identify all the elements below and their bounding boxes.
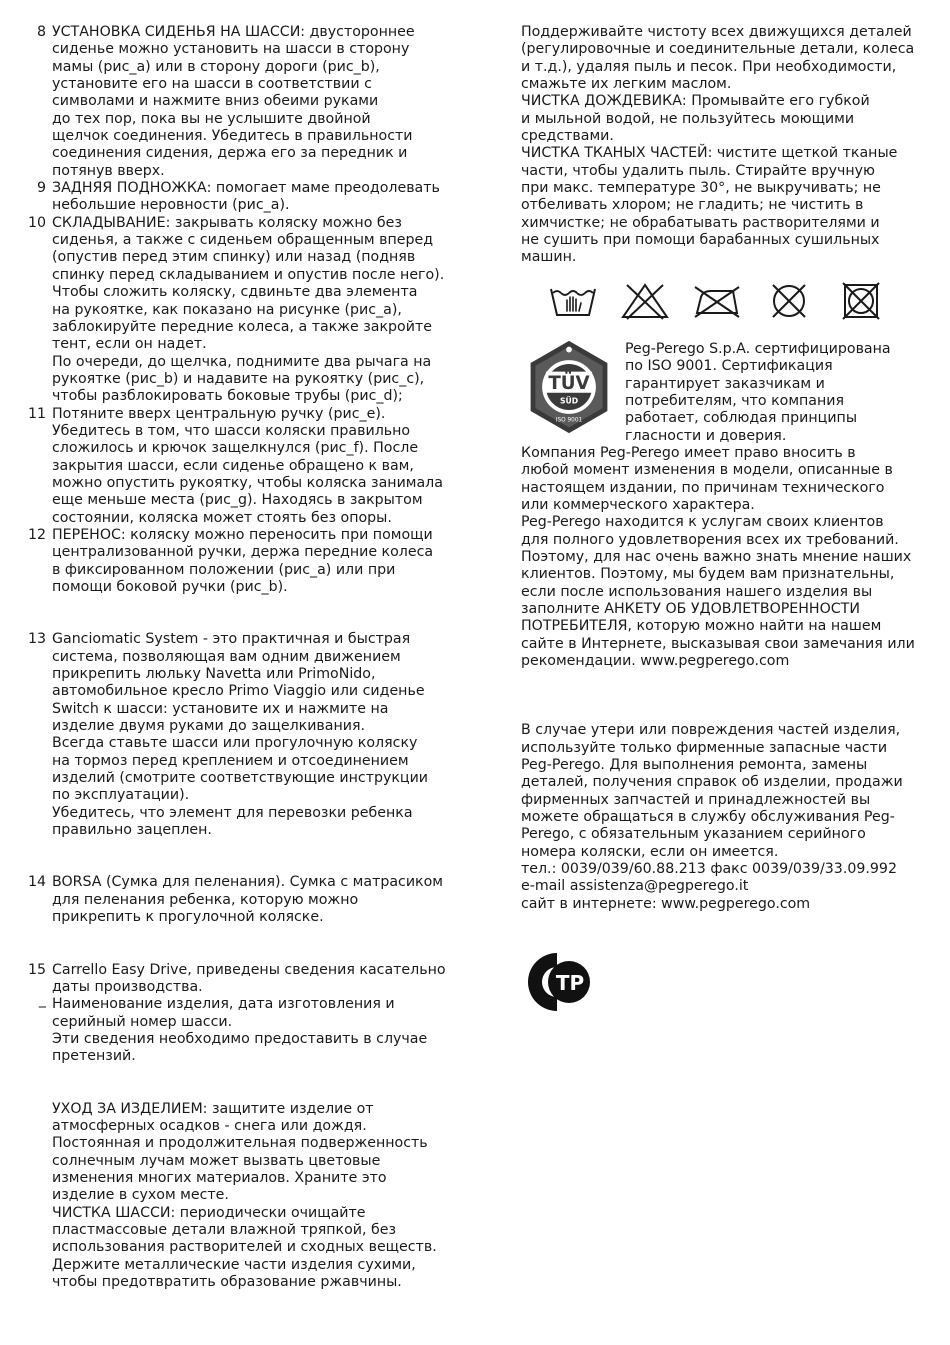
spacer: [521, 670, 936, 722]
instruction-item-12: [22, 527, 462, 596]
spacer: [22, 596, 462, 631]
item-text: Ganciomatic System - это практичная и быстрая система, позволяющая вам одним движением прикрепить люльку Navetta или PrimoNido, автомобильное кресло Primo Viaggio или сиденье Switch к шасси: установите их и нажмите на изделие двумя руками до защелкивания. Всегда ставьте шасси или прогулочную коляску на тормоз перед креплением и отсоединением изделий (смотрите соответствующие инструкции по эксплуатации). Убедитесь, что элемент для перевозки ребенка правильно зацеплен.: [52, 631, 429, 839]
right-column: [521, 24, 936, 1020]
tuv-brand-text: TÜV: [548, 372, 590, 394]
spacer: [22, 839, 462, 874]
no-iron-icon: [691, 281, 743, 321]
item-text: ЗАДНЯЯ ПОДНОЖКА: помогает маме преодолевать небольшие неровности (рис_a).: [52, 180, 440, 214]
instruction-item-9: [22, 180, 462, 215]
tuv-sud-logo: [521, 339, 617, 435]
no-tumble-dry-icon: [835, 281, 887, 321]
item-text: СКЛАДЫВАНИЕ: закрывать коляску можно без сиденья, а также с сиденьем обращенным вперед (опустив перед этим спинку) или назад (подняв спинку перед складыванием и опустив после него). Чтобы сложить коляску, сдвиньте два элемента на рукоятке, как показано на рисунке (рис_a), заблокируйте передние колеса, а также закройте тент, если он надет. По очереди, до щелчка, поднимите два рычага на рукоятке (рис_b) и надавите на рукоятку (рис_c), чтобы разблокировать боковые трубы (рис_d);: [52, 214, 445, 405]
instruction-item-14: [22, 874, 462, 926]
no-bleach-icon: [619, 281, 671, 321]
spacer: [22, 1066, 462, 1101]
item-number: 8: [36, 24, 46, 40]
item-number: 12: [27, 526, 46, 543]
pct-logo: [521, 949, 601, 1015]
item-text: BORSA (Сумка для пеленания). Сумка с матрасиком для пеленания ребенка, которую можно прикрепить к прогулочной коляске.: [52, 874, 444, 926]
item-number: 10: [27, 214, 46, 231]
left-column: [22, 24, 462, 1291]
item-bullet: _: [38, 992, 46, 1009]
care-text: УХОД ЗА ИЗДЕЛИЕМ: защитите изделие от атмосферных осадков - снега или дождя. Постоянная и продолжительная подверженность солнечным лучам может вызвать цветовые изменения многих материалов. Храните это изделие в сухом месте. ЧИСТКА ШАССИ: периодически очищайте пластмассовые детали влажной тряпкой, без использования растворителей и сходных веществ. Держите металлические части изделия сухими, чтобы предотвратить образование ржавчины.: [52, 1100, 437, 1290]
item-number: 15: [27, 961, 46, 978]
item-text: Наименование изделия, дата изготовления и серийный номер шасси. Эти сведения необходимо предоставить в случае претензий.: [52, 996, 428, 1065]
item-number: 14: [27, 874, 46, 891]
certification-block: [521, 341, 936, 445]
item-text: Carrello Easy Drive, приведены сведения касательно даты производства.: [52, 961, 446, 995]
instruction-item-15: [22, 962, 462, 997]
instruction-item-13: [22, 631, 462, 839]
spacer: [22, 927, 462, 962]
instruction-item-8: [22, 24, 462, 180]
care-symbols: [547, 279, 936, 323]
hand-wash-icon: [547, 281, 599, 321]
service-text: В случае утери или повреждения частей изделия, используйте только фирменные запасные части Peg-Perego. Для выполнения ремонта, замены деталей, получения справок об изделии, продажи фирменных запчастей и принадлежностей вы можете обращаться в службу обслуживания Peg- Perego, с обязательным указанием серийного номера коляски, если он имеется. тел.: 0039/039/60.88.213 факс 0039/039/33.09.992 e-mail assistenza@pegperego.it сайт в интернете: www.pegperego.com: [521, 722, 903, 912]
cleaning-text: Поддерживайте чистоту всех движущихся деталей (регулировочные и соединительные детали, колеса и т.д.), удаляя пыль и песок. При необходимости, смажьте их легким маслом. ЧИСТКА ДОЖДЕВИКА: Промывайте его губкой и мыльной водой, не пользуйтесь моющими средствами. ЧИСТКА ТКАНЫХ ЧАСТЕЙ: чистите щеткой тканые части, чтобы удалить пыль. Стирайте вручную при макс. температуре 30°, не выкручивать; не отбеливать хлором; не гладить; не чистить в химчистке; не обрабатывать растворителями и не сушить при помощи барабанных сушильных машин.: [521, 24, 915, 266]
instruction-item-10: [22, 215, 462, 406]
certification-text: Peg-Perego S.p.A. сертифицирована по ISO 9001. Сертификация гарантирует заказчикам и потребителям, что компания работает, соблюдая принципы гласности и доверия.: [625, 340, 891, 444]
pct-logo-text: ТР: [555, 971, 585, 996]
item-number: 9: [36, 180, 46, 197]
item-text: ПЕРЕНОС: коляску можно переносить при помощи централизованной ручки, держа передние колеса в фиксированном положении (рис_a) или при помощи боковой ручки (рис_b).: [52, 526, 434, 595]
item-number: 11: [27, 405, 46, 422]
item-number: 13: [27, 631, 46, 648]
item-text: Потяните вверх центральную ручку (рис_e). Убедитесь в том, что шасси коляски правильно сложилось и крючок защелкнулся (рис_f). После закрытия шасси, если сиденье обращено к вам, можно опустить рукоятку, чтобы коляска занимала еще меньше места (рис_g). Находясь в закрытом состоянии, коляска может стоять без опоры.: [52, 405, 443, 526]
company-text: Компания Peg-Perego имеет право вносить в любой момент изменения в модели, описанные в настоящем издании, по причинам технического или коммерческого характера. Peg-Perego находится к услугам своих клиентов для полного удовлетворения всех их требований. Поэтому, для нас очень важно знать мнение наших клиентов. Поэтому, мы будем вам признательны, если после использования нашего изделия вы заполните АНКЕТУ ОБ УДОВЛЕТВОРЕННОСТИ ПОТРЕБИТЕЛЯ, которую можно найти на нашем сайте в Интернете, высказывая свои замечания или рекомендации. www.pegperego.com: [521, 444, 915, 669]
item-text: УСТАНОВКА СИДЕНЬЯ НА ШАССИ: двустороннее сиденье можно установить на шасси в сторону мамы (рис_a) или в сторону дороги (рис_b), установите его на шасси в соответствии с символами и нажмите вниз обеими руками до тех пор, пока вы не услышите двойной щелчок соединения. Убедитесь в правильности соединения сидения, держа его за передник и потянув вверх.: [52, 24, 415, 179]
tuv-standard-text: ISO 9001: [555, 417, 583, 424]
instruction-item-dash: [22, 992, 462, 1065]
instruction-item-11: [22, 406, 462, 527]
tuv-sub-text: SÜD: [559, 396, 579, 406]
no-dry-clean-icon: [763, 281, 815, 321]
care-section: [22, 1101, 462, 1292]
